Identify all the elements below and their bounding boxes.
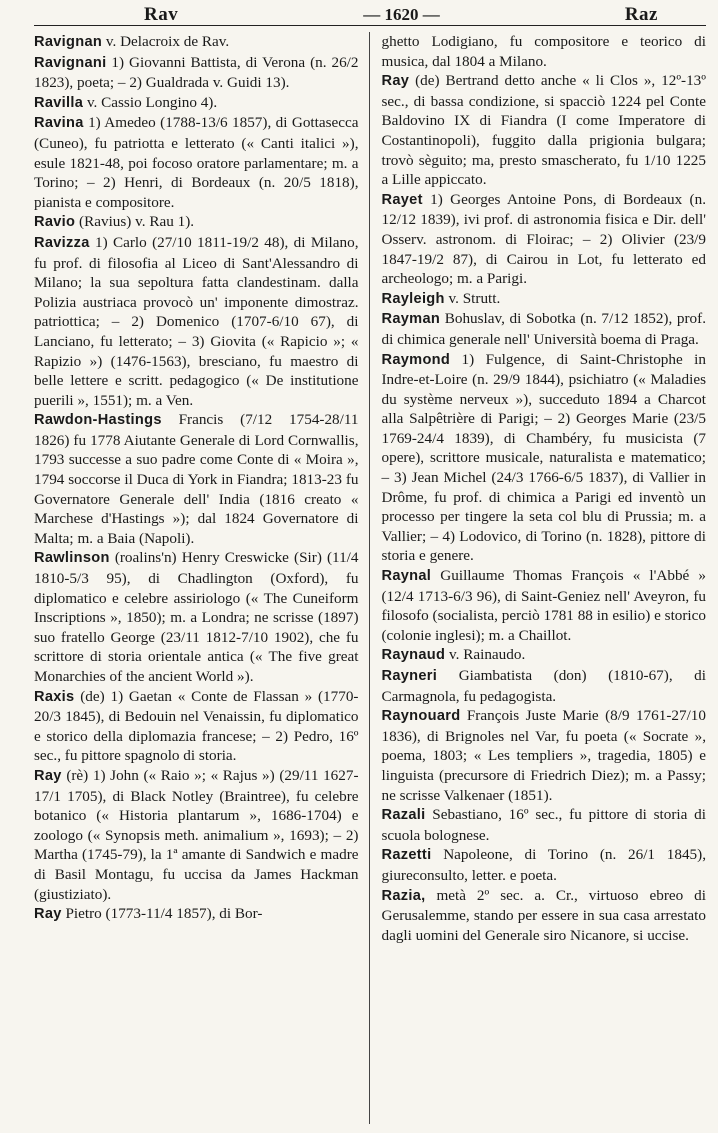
dictionary-entry	[34, 548, 359, 686]
dictionary-entry	[34, 212, 359, 233]
continuation-text: ghetto Lodigiano, fu compositore e teorico di musica, dal 1804 a Milano.	[381, 33, 706, 70]
entry-text: (de) 1) Gaetan « Conte de Flassan » (1770-20/3 1845), di Bedouin nel Venaissin, fu diplomatico e storico della diplomazia francese; – 2) Pedro, 16º sec., fu pittore spagnolo di storia.	[34, 687, 359, 765]
dictionary-entry	[34, 904, 359, 925]
dictionary-entry	[34, 113, 359, 212]
dictionary-entry	[382, 886, 707, 946]
entry-text: Sebastiano, 16º sec., fu pittore di storia di scuola bolognese.	[381, 806, 706, 844]
entry-text: v. Delacroix de Rav.	[102, 33, 230, 50]
entry-headword: Ravignani	[34, 54, 107, 71]
dictionary-entry	[382, 309, 707, 349]
header-left-guide-word: Rav	[144, 3, 179, 25]
dictionary-entry	[34, 93, 359, 114]
entry-text: (de) Bertrand detto anche « li Clos », 12º-13º sec., di bassa condizione, si spacciò 1224 pel Conte Baldovino IX di Fiandra (I come Imperatore di Costantinopoli), fuggito dalla prigionia bulgara; trovò sèguito; ma, presto smascherato, fu 1/10 1225 a Lille appiccato.	[381, 72, 706, 189]
page-number: — 1620 —	[363, 4, 440, 24]
entry-headword: Raxis	[34, 688, 75, 705]
entry-headword: Razetti	[381, 847, 432, 864]
entry-text: (Ravius) v. Rau 1).	[75, 213, 195, 231]
entry-text: 1) Amedeo (1788-13/6 1857), di Gottasecca (Cuneo), fu patriotta e letterato (« Canti italici »), esule 1821-48, poi focoso oratore parlamentare; m. a Torino; – 2) Henri, di Bordeaux (n. 20/5 1818), pianista e compositore.	[34, 114, 359, 211]
dictionary-entry	[34, 766, 359, 904]
entry-text: 1) Georges Antoine Pons, di Bordeaux (n. 12/12 1839), ivi prof. di astronomia fisica e Dir. dell' Osserv. astronom. di Floirac; – 2) Olivier (23/9 1847-19/2 87), di Cairou in Lot, fu letterato ed archeologo; m. a Parigi.	[381, 190, 706, 288]
dictionary-entry	[382, 845, 707, 885]
entry-headword: Rawlinson	[34, 550, 110, 567]
entry-text: Bohuslav, di Sobotka (n. 7/12 1852), prof. di chimica generale nell' Università boema di Praga.	[381, 310, 706, 348]
dictionary-entry	[382, 566, 707, 645]
entry-headword: Rayet	[381, 191, 423, 208]
entry-text: v. Rainaudo.	[445, 646, 526, 664]
dictionary-entry	[34, 410, 359, 548]
entry-headword: Razali	[381, 807, 426, 824]
entry-text: Napoleone, di Torino (n. 26/1 1845), giureconsulto, letter. e poeta.	[381, 846, 706, 884]
entry-headword: Razia,	[381, 887, 426, 904]
page-header	[34, 4, 706, 26]
entry-text: 1) Fulgence, di Saint-Christophe in Indre-et-Loire (n. 29/9 1844), psichiatro (« Maladies du système nerveux »), succeduto 1894 a Charcot alla Salpêtrière di Parigi; – 2) Georges Marie (23/5 1769-24/4 1839), di Chambéry, fu musicista (7 opere), scrittore musicale, naturalista e matematico; – 3) Jean Michel (24/3 1766-6/5 1837), di Vallier in Drôme, fu prof. di chimica a Parigi ed inventò un processo per tingere la seta col blu di Prussia; m. a Vallier; – 4) Lodovico, di Torino (n. 1828), pittore di storia e genere.	[381, 350, 706, 565]
entry-headword: Rayman	[381, 311, 441, 328]
entry-text: (roalins'n) Henry Creswicke (Sir) (11/4 1810-5/3 95), di Chadlington (Oxford), fu diplomatico e celebre assiriologo (« The Cuneiform Inscriptions », 1850); m. a Londra; ne scrisse (1897) suo fratello George (23/11 1812-7/10 1902), che fu scrittore di storia orientale antica (« The five great Monarchies of the ancient World »).	[34, 549, 359, 685]
entry-headword: Rawdon-Hastings	[34, 412, 162, 429]
dictionary-entry	[382, 350, 707, 567]
entry-headword: Raymond	[381, 351, 451, 368]
entry-headword: Ravio	[34, 214, 76, 231]
entry-text: (rè) 1) John (« Raio »; « Rajus ») (29/11 1627-17/1 1705), di Black Notley (Braintree), fu celebre botanico (« Historia plantarum », 1686-1704) e zoologo (« Synopsis meth. animalium », 1693); – 2) Martha (1745-79), la 1ª amante di Sandwich e madre di Basil Montagu, fu uccisa da James Hackman (giustiziato).	[34, 766, 359, 903]
entry-headword: Ravilla	[34, 94, 84, 111]
entry-headword: Raynouard	[381, 708, 461, 725]
entry-headword: Raynaud	[381, 647, 446, 664]
columns	[34, 32, 706, 1124]
entry-headword: Raynal	[381, 568, 432, 585]
dictionary-entry	[382, 805, 707, 845]
dictionary-entry	[382, 666, 707, 706]
entry-text: Giambatista (don) (1810-67), di Carmagnola, fu pedagogista.	[381, 667, 706, 705]
header-right-guide-word: Raz	[624, 3, 658, 25]
entry-text: 1) Carlo (27/10 1811-19/2 48), di Milano, fu prof. di filosofia al Liceo di Sant'Alessandro di Milano; la sua sepoltura fatta clandestinam. dalla Polizia austriaca provocò un' imponente dimostraz. patriottica; – 2) Domenico (1707-6/10 67), di Lanciano, fu letterato; – 3) Giovita (« Rapicio »; « Rapizio ») (1476-1563), bresciano, fu maestro di belle lettere e scritt. pedagogico (« De institutione puerili », 1551); m. a Ven.	[34, 233, 359, 409]
right-column	[370, 32, 707, 1124]
entry-headword: Ray	[381, 73, 410, 90]
entry-headword: Ravizza	[34, 234, 90, 251]
entry-text: Francis (7/12 1754-28/11 1826) fu 1778 Aiutante Generale di Lord Cornwallis, 1793 successe a suo padre come Conte di « Moira », 1794 soccorse il Duca di York in Fiandra; 1813-23 fu Governatore Generale dell' India (1816 creato « Marchese d'Hastings »); dal 1824 Governatore di Malta; m. a Baia (Napoli).	[34, 411, 359, 547]
entry-headword: Ravina	[34, 115, 84, 132]
entry-text: metà 2º sec. a. Cr., virtuoso ebreo di Gerusalemme, stando per essere in sua casa arrestato dagli uomini del Generale siro Nicanore, si uccise.	[381, 886, 706, 944]
dictionary-entry	[382, 645, 707, 666]
entry-text: v. Strutt.	[444, 289, 501, 307]
dictionary-entry	[34, 32, 359, 53]
dictionary-entry	[382, 71, 707, 190]
entry-headword: Ravignan	[34, 34, 103, 50]
entry-text: Guillaume Thomas François « l'Abbé » (12/4 1713-6/3 96), di Saint-Geniez nell' Aveyron, fu filosofo (socialista, perciò 1781 88 in esilio) e storico (colonie inglesi); m. a Chaillot.	[381, 567, 706, 644]
dictionary-entry	[34, 53, 359, 93]
dictionary-entry	[382, 190, 707, 289]
entry-headword: Ray	[34, 767, 62, 784]
entry-text: Pietro (1773-11/4 1857), di Bor-	[61, 905, 263, 923]
left-column	[34, 32, 370, 1124]
entry-headword: Rayleigh	[381, 290, 445, 307]
entry-headword: Rayneri	[381, 668, 438, 684]
dictionary-entry	[382, 289, 707, 310]
entry-text: 1) Giovanni Battista, di Verona (n. 26/2 1823), poeta; – 2) Gualdrada v. Guidi 13).	[34, 53, 359, 92]
entry-headword: Ray	[34, 906, 62, 923]
dictionary-entry	[34, 687, 359, 766]
dictionary-entry	[382, 706, 707, 805]
dictionary-entry	[34, 233, 359, 410]
entry-text: v. Cassio Longino 4).	[83, 93, 218, 111]
entry-text: François Juste Marie (8/9 1761-27/10 1836), di Brignoles nel Var, fu poeta (« Socrate », poema, 1803; « Les templiers », tragedia, 1805) e linguista (precursore di Friedrich Diez); m. a Passy; ne scrisse Valkenaer (1851).	[381, 707, 706, 804]
